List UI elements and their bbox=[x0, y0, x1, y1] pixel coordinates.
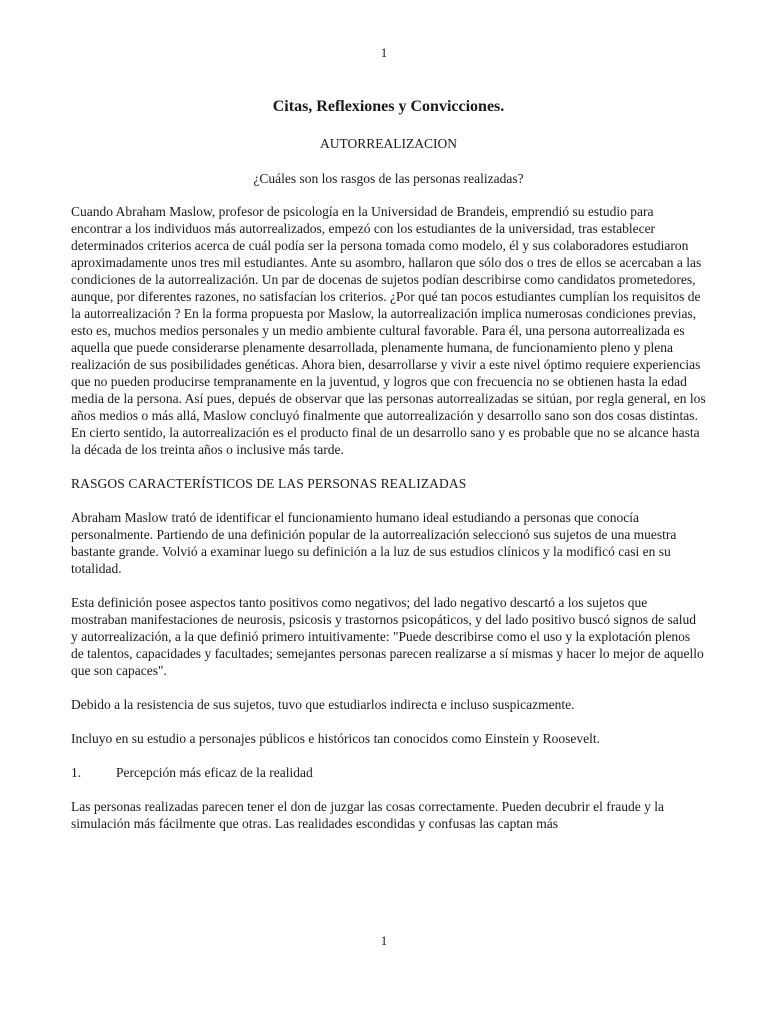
paragraph-resistance: Debido a la resistencia de sus sujetos, tuvo que estudiarlos indirecta e incluso suspicazmente. bbox=[71, 697, 575, 712]
paragraph-maslow-method: Abraham Maslow trató de identificar el funcionamiento humano ideal estudiando a personas que conocía personalmente. Partiendo de una definición popular de la autorrealización seleccionó sus sujetos de una muestra bastante grande. Volvió a examinar luego su definición a la luz de sus estudios clínicos y la modificó casi en su totalidad. bbox=[71, 510, 677, 576]
paragraph-perception: Las personas realizadas parecen tener el don de juzgar las cosas correctamente. Pueden decubrir el fraude y la simulación más fácilmente que otras. Las realidades escondidas y confusas las captan más bbox=[71, 799, 664, 831]
section-title: AUTORREALIZACION bbox=[320, 136, 457, 151]
document-body bbox=[71, 98, 706, 849]
numbered-item-text: Percepción más eficaz de la realidad bbox=[116, 765, 313, 780]
document-title: Citas, Reflexiones y Convicciones. bbox=[272, 98, 505, 115]
question-heading: ¿Cuáles son los rasgos de las personas realizadas? bbox=[253, 171, 524, 186]
paragraph-public-figures: Incluyo en su estudio a personajes públicos e históricos tan conocidos como Einstein y Roosevelt. bbox=[71, 731, 601, 746]
traits-heading: RASGOS CARACTERÍSTICOS DE LAS PERSONAS REALIZADAS bbox=[71, 476, 467, 491]
paragraph-intro: Cuando Abraham Maslow, profesor de psicología en la Universidad de Brandeis, emprendió su estudio para encontrar a los individuos más autorrealizados, empezó con los estudiantes de la universidad, tras establecer determinados criterios acerca de cuál podía ser la persona tomada como modelo, él y sus colaboradores estudiaron aproximadamente unos tres mil estudiantes. Ante su asombro, hallaron que sólo dos o tres de ellos se acercaban a las condiciones de la autorrealización. Un par de docenas de sujetos podían describirse como candidatos prometedores, aunque, por diferentes razones, no satisfacían los criterios. ¿Por qué tan pocos estudiantes cumplían los requisitos de la autorrealización ? En la forma propuesta por Maslow, la autorrealización implica numerosas condiciones previas, esto es, muchos medios personales y un medio ambiente cultural favorable. Para él, una persona autorrealizada es aquella que puede considerarse plenamente desarrollada, plenamente humana, de funcionamiento pleno y plena realización de sus posibilidades genéticas. Ahora bien, desarrollarse y vivir a este nivel óptimo requiere experiencias que no pueden producirse tempranamente en la juventud, y logros que con frecuencia no se obtienen hasta la edad media de la persona. Así pues, depués de observar que las personas autorrealizadas se sitúan, por regla general, en los años medios o más allá, Maslow concluyó finalmente que autorrealización y desarrollo sano son dos cosas distintas. En cierto sentido, la autorrealización es el producto final de un desarrollo sano y es probable que no se alcance hasta la década de los treinta años o inclusive más tarde. bbox=[71, 204, 706, 457]
numbered-item-number: 1. bbox=[71, 765, 82, 780]
numbered-item bbox=[71, 764, 706, 781]
page-number-top: 1 bbox=[380, 45, 388, 60]
paragraph-definition: Esta definición posee aspectos tanto positivos como negativos; del lado negativo descartó a los sujetos que mostraban manifestaciones de neurosis, psicosis y trastornos psicopáticos, y del lado positivo buscó signos de salud y autorrealización, a la que definió primero intuitivamente: "Puede describirse como el uso y la explotación plenos de talentos, capacidades y facultades; semejantes personas parecen realizarse a sí mismas y hacer lo mejor de aquello que son capaces". bbox=[71, 595, 704, 678]
page-number-bottom: 1 bbox=[380, 933, 388, 948]
